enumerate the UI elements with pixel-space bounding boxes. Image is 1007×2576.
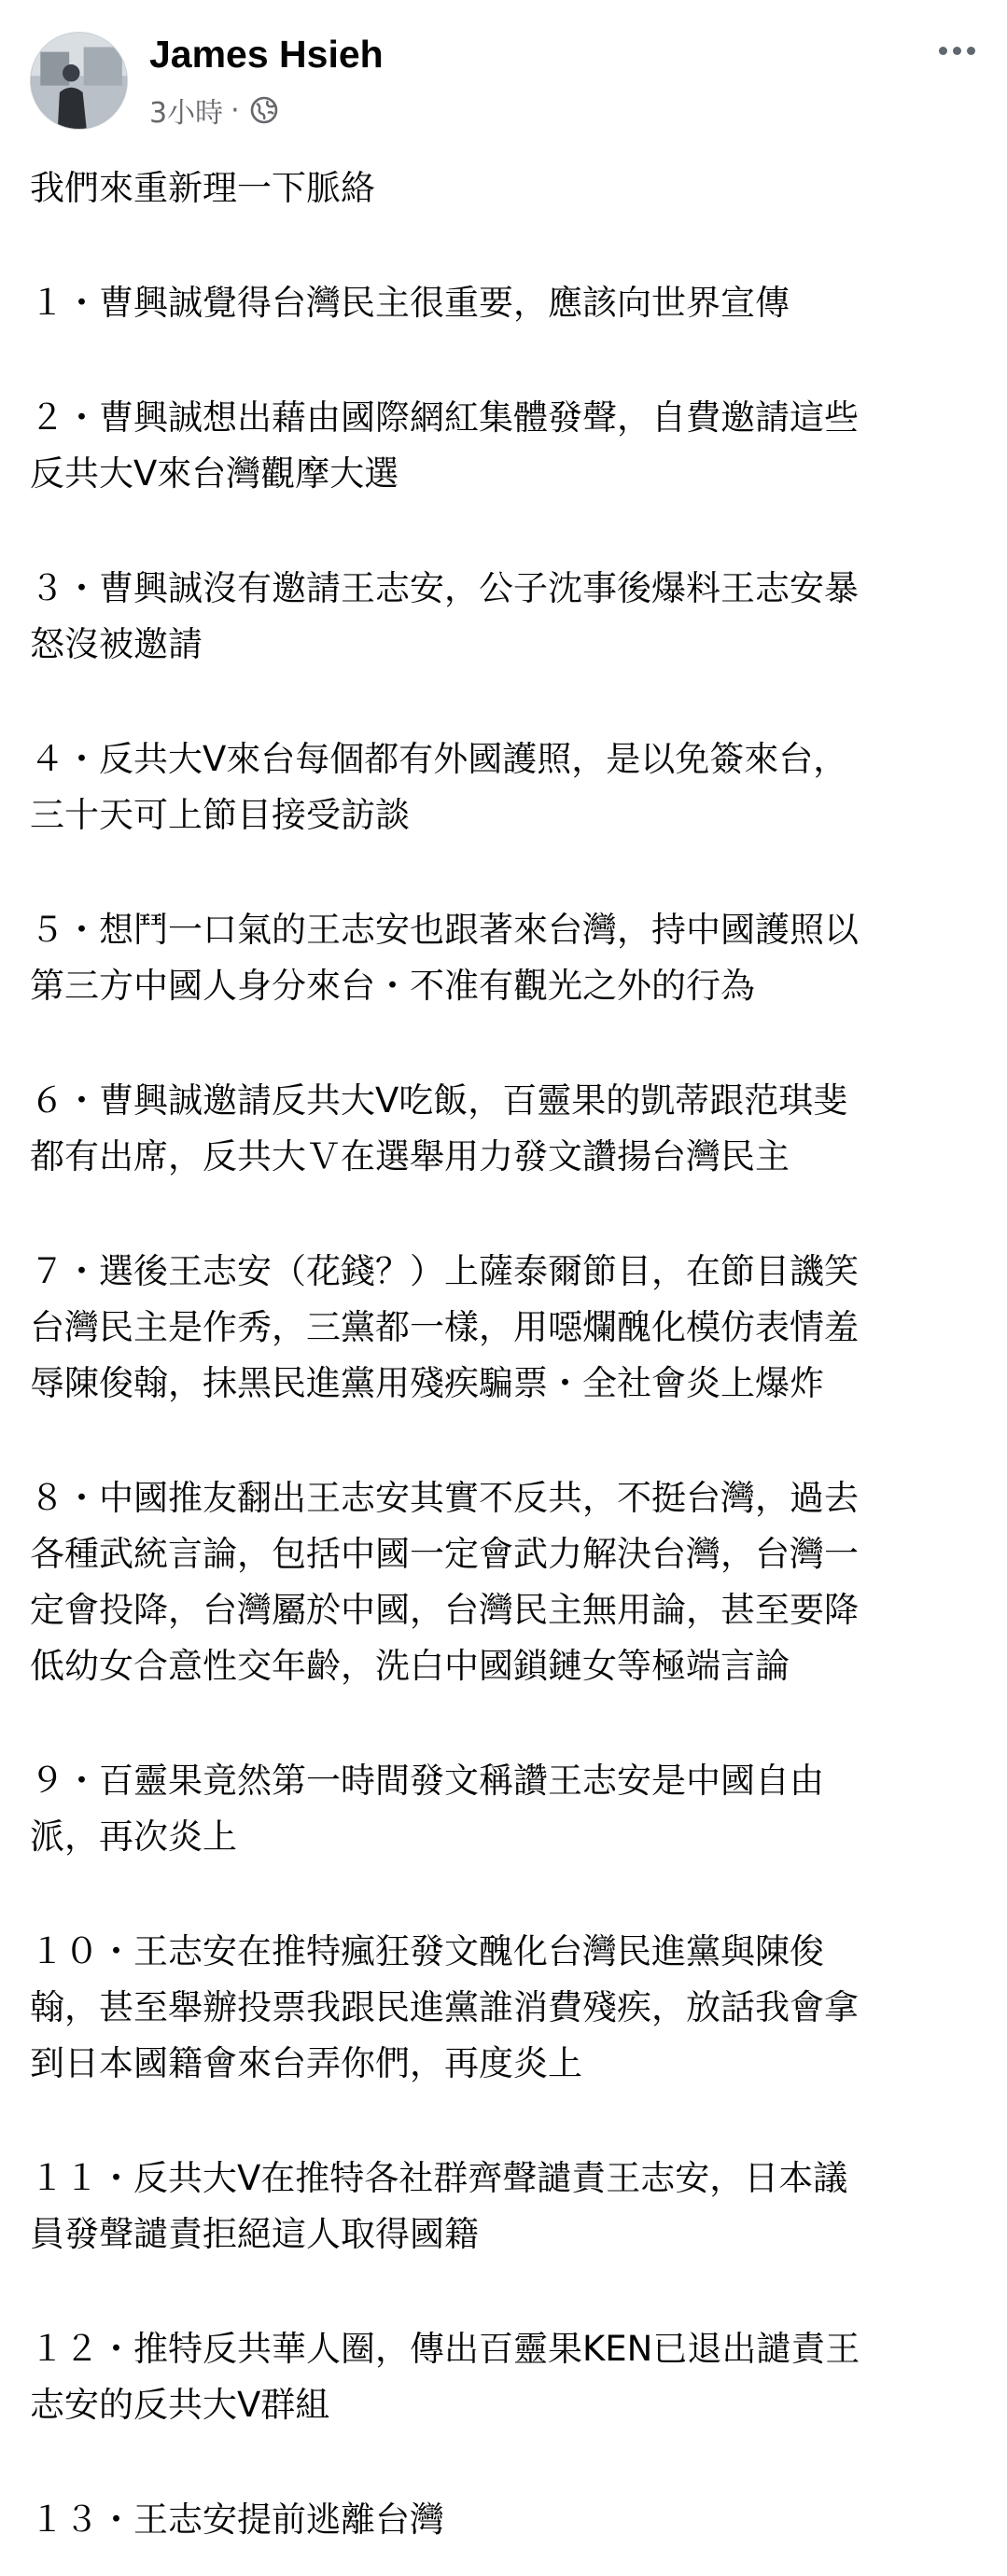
more-horizontal-icon	[939, 47, 947, 55]
post-item-6: ６・曹興誠邀請反共大V吃飯，百靈果的凱蒂跟范琪斐 都有出席，反共大Ｖ在選舉用力發文讚揚台灣民主	[30, 1080, 848, 1177]
post-item-10: １０・王志安在推特瘋狂發文醜化台灣民進黨與陳俊 翰，甚至舉辦投票我跟民進黨誰消費殘疾，放話我會拿 到日本國籍會來台弄你們，再度炎上	[30, 1931, 859, 2083]
post-item-9: ９・百靈果竟然第一時間發文稱讚王志安是中國自由 派，再次炎上	[30, 1761, 824, 1857]
author-name[interactable]: James Hsieh	[149, 33, 384, 76]
post-timestamp[interactable]: 3小時	[149, 97, 224, 130]
post-item-2: ２・曹興誠想出藉由國際網紅集體發聲，自費邀請這些 反共大V來台灣觀摩大選	[30, 397, 859, 494]
post-item-8: ８・中國推友翻出王志安其實不反共，不挺台灣，過去 各種武統言論，包括中國一定會武力解決台灣，台灣一 定會投降，台灣屬於中國，台灣民主無用論，甚至要降 低幼女合意性交年齡，洗白中國鎖鏈女等極端言論	[30, 1478, 859, 1686]
more-options-button[interactable]	[929, 28, 985, 73]
post-item-1: １・曹興誠覺得台灣民主很重要，應該向世界宣傳	[30, 283, 790, 323]
post-item-11: １１・反共大V在推特各社群齊聲譴責王志安，日本議 員發聲譴責拒絕這人取得國籍	[30, 2158, 848, 2254]
post-item-4: ４・反共大V來台每個都有外國護照，是以免簽來台， 三十天可上節目接受訪談	[30, 739, 848, 835]
meta-separator: ·	[231, 93, 240, 127]
more-dot	[953, 47, 961, 55]
post-item-13: １３・王志安提前逃離台灣	[30, 2499, 444, 2540]
globe-icon[interactable]	[249, 95, 279, 125]
more-dot	[967, 47, 975, 55]
post-item-5: ５・想鬥一口氣的王志安也跟著來台灣，持中國護照以 第三方中國人身分來台・不准有觀光之外的行為	[30, 910, 859, 1006]
post-text	[30, 160, 982, 2548]
post-item-7: ７・選後王志安（花錢？）上薩泰爾節目，在節目譏笑 台灣民主是作秀，三黨都一樣，用噁爛醜化模仿表情羞 辱陳俊翰，抹黑民進黨用殘疾騙票・全社會炎上爆炸	[30, 1251, 859, 1403]
post-intro: 我們來重新理一下脈絡	[30, 168, 375, 208]
author-avatar[interactable]	[30, 32, 128, 130]
post-item-12: １２・推特反共華人圈，傳出百靈果KEN已退出譴責王 志安的反共大V群組	[30, 2329, 860, 2425]
post-meta	[149, 90, 279, 131]
avatar-photo	[31, 33, 127, 129]
post-item-3: ３・曹興誠沒有邀請王志安，公子沈事後爆料王志安暴 怒沒被邀請	[30, 568, 859, 664]
post-header	[0, 0, 1007, 149]
